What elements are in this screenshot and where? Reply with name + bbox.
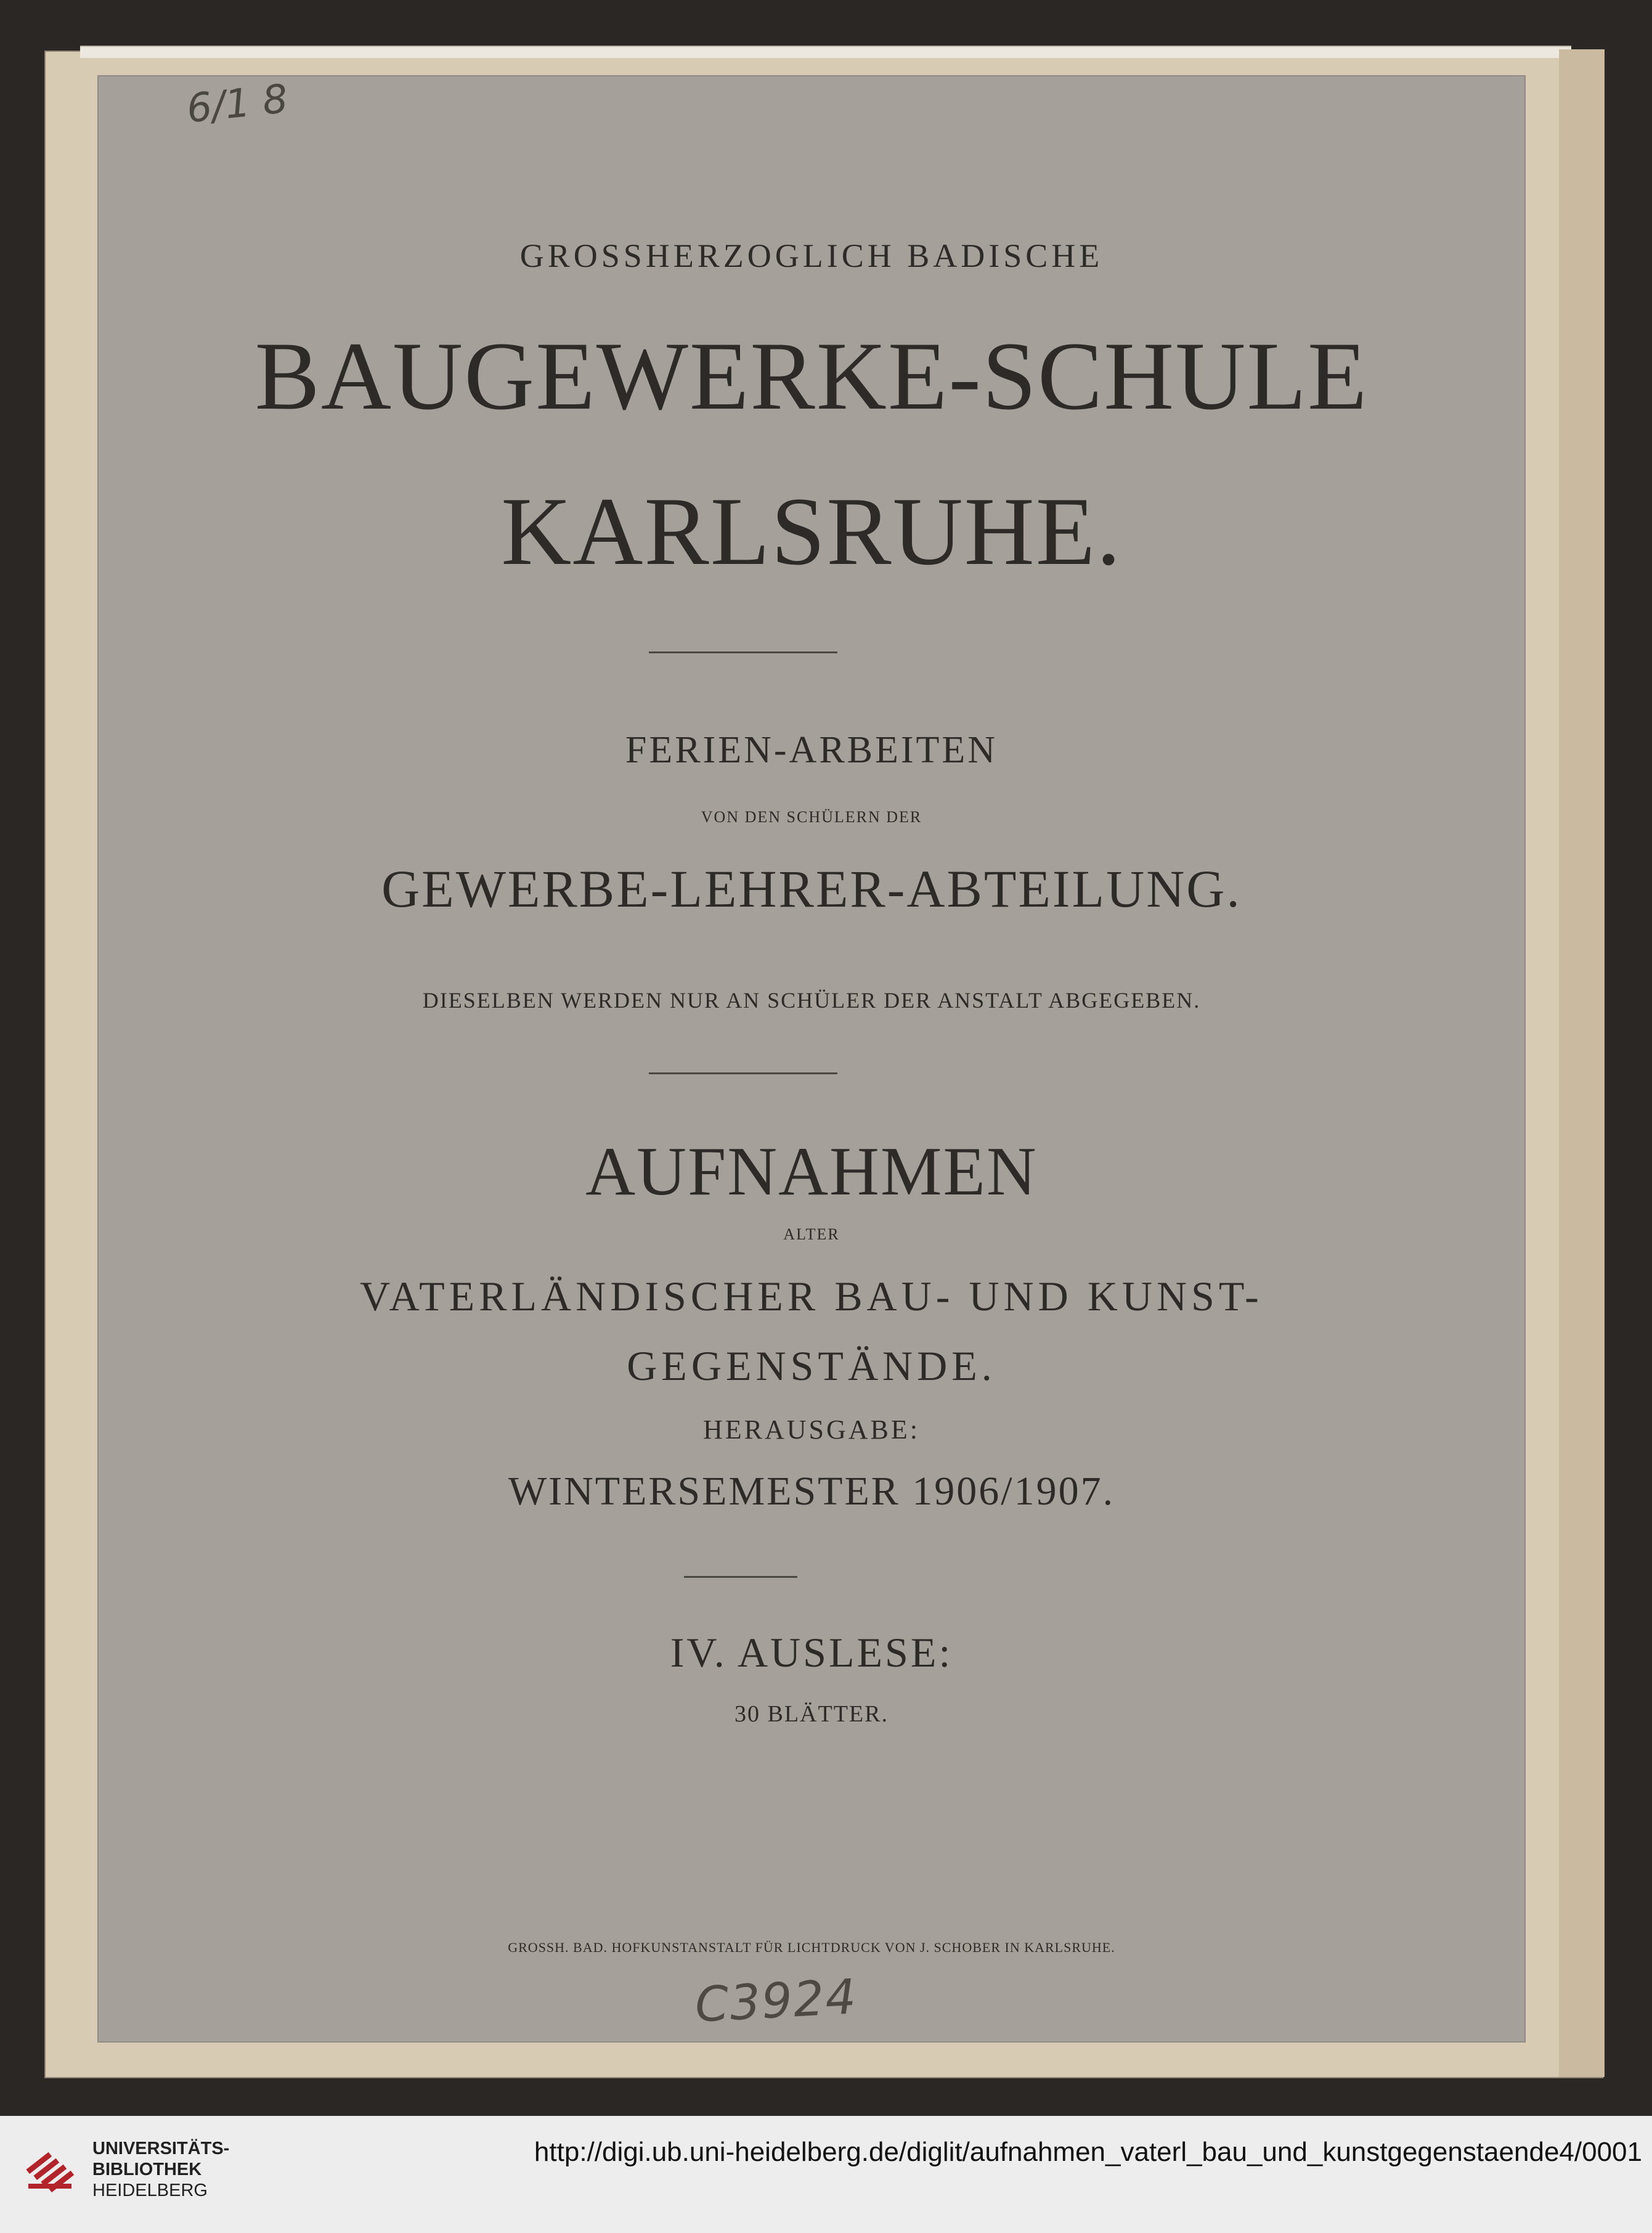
- title-aufnahmen: AUFNAHMEN: [585, 1133, 1038, 1210]
- subtitle-line1: VATERLÄNDISCHER BAU- UND KUNST-: [360, 1273, 1263, 1320]
- library-logo-icon: [17, 2131, 85, 2198]
- printer-line: GROSSH. BAD. HOFKUNSTANSTALT FÜR LICHTDRUCK VON J. SCHOBER IN KARLSRUHE.: [508, 1940, 1115, 1955]
- small-text-von: VON DEN SCHÜLERN DER: [701, 808, 922, 826]
- paper-edge-right: [1559, 49, 1605, 2077]
- library-name-line3: HEIDELBERG: [92, 2181, 208, 2200]
- publisher-line: GROSSHERZOGLICH BADISCHE: [519, 237, 1104, 274]
- cover-sheet: [97, 75, 1526, 2043]
- library-name: [92, 2138, 229, 2201]
- semester-line: WINTERSEMESTER 1906/1907.: [508, 1469, 1115, 1514]
- blaetter-line: 30 BLÄTTER.: [734, 1701, 889, 1727]
- herausgabe-label: HERAUSGABE:: [702, 1415, 921, 1445]
- divider: [649, 1072, 837, 1074]
- handwritten-shelfmark: 6/1 8: [184, 76, 290, 133]
- notice-text: DIESELBEN WERDEN NUR AN SCHÜLER DER ANSTALT ABGEGEBEN.: [422, 988, 1201, 1013]
- title-school: BAUGEWERKE-SCHULE: [254, 322, 1369, 430]
- title-city: KARLSRUHE.: [501, 478, 1122, 586]
- library-footer: [0, 2116, 1652, 2233]
- section-abteilung: GEWERBE-LEHRER-ABTEILUNG.: [381, 859, 1242, 918]
- section-ferien-arbeiten: FERIEN-ARBEITEN: [625, 729, 998, 771]
- auslese-line: IV. AUSLESE:: [670, 1629, 953, 1676]
- library-name-line2: BIBLIOTHEK: [92, 2160, 202, 2179]
- paper-edge: [80, 46, 1571, 58]
- divider: [649, 651, 837, 653]
- small-text-alter: ALTER: [783, 1225, 840, 1243]
- divider: [684, 1576, 797, 1578]
- library-name-line1: UNIVERSITÄTS-: [92, 2139, 230, 2158]
- call-number: C3924: [693, 1969, 859, 2033]
- page-url-link[interactable]: http://digi.ub.uni-heidelberg.de/diglit/aufnahmen_vaterl_bau_und_kunstgegenstaende4/0001: [534, 2137, 1642, 2167]
- subtitle-line2: GEGENSTÄNDE.: [627, 1342, 996, 1389]
